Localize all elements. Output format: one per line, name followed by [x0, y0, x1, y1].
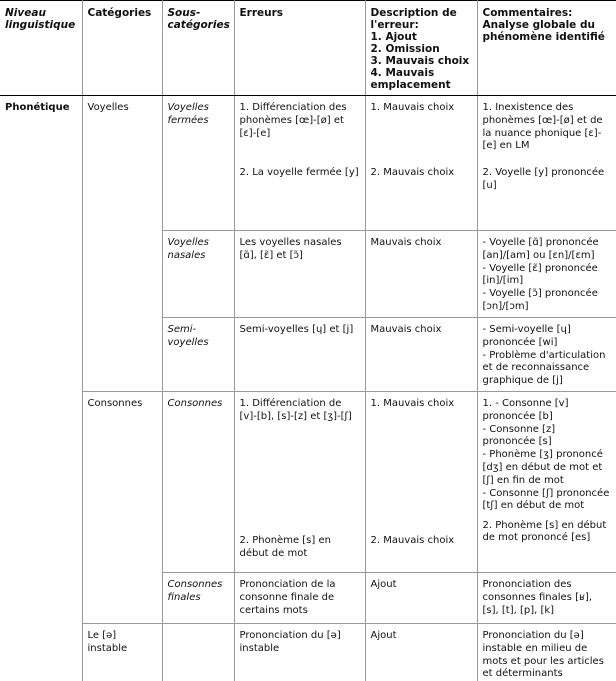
commentaire-text: 1. - Consonne [v] prononcée [b] [483, 398, 612, 424]
erreur-text: 2. La voyelle fermée [y] [240, 167, 360, 180]
commentaire-cell [477, 96, 616, 231]
categorie-cell: Voyelles [82, 96, 162, 392]
table-row [0, 392, 616, 573]
commentaire-text: 2. Phonème [s] en début de mot prononcé [es] [483, 520, 612, 546]
description-cell: Ajout [365, 573, 477, 624]
erreur-cell: Prononciation du [ə] instable [234, 624, 365, 681]
commentaire-text: - Problème d'articulation et de reconnaissance graphique de [j] [483, 350, 612, 388]
erreur-cell [234, 96, 365, 231]
header-erreurs: Erreurs [234, 1, 365, 96]
erreur-text: 1. Différenciation de [v]-[b], [s]-[z] et [ʒ]-[ʃ] [240, 398, 360, 535]
erreur-text: 1. Différenciation des phonèmes [œ]-[ø] et [ɛ]-[e] [240, 102, 360, 167]
sous-categorie-cell: Consonnes [162, 392, 234, 573]
categorie-cell: Le [ə] instable [82, 624, 162, 681]
commentaire-text: 2. Voyelle [y] prononcée [u] [483, 167, 612, 193]
commentaire-text: 1. Inexistence des phonèmes [œ]-[ø] et de la nuance phonique [ɛ]-[e] en LM [483, 102, 612, 167]
description-text: 1. Mauvais choix [371, 398, 472, 535]
description-text: 1. Mauvais choix [371, 102, 472, 167]
header-description-item: 2. Omission [371, 43, 472, 55]
table-row [0, 624, 616, 681]
commentaire-cell [477, 231, 616, 318]
header-commentaires: Commentaires: Analyse globale du phénomène identifié [477, 1, 616, 96]
description-cell: Mauvais choix [365, 318, 477, 392]
commentaire-cell: Prononciation du [ə] instable en milieu de mots et pour les articles et déterminants [477, 624, 616, 681]
erreur-cell [234, 392, 365, 573]
commentaire-text: - Semi-voyelle [ɥ] prononcée [wi] [483, 324, 612, 350]
categorie-cell: Consonnes [82, 392, 162, 624]
sous-categorie-cell [162, 624, 234, 681]
sous-categorie-cell: Semi-voyelles [162, 318, 234, 392]
erreur-cell: Prononciation de la consonne finale de certains mots [234, 573, 365, 624]
header-sous-categories: Sous-catégories [162, 1, 234, 96]
erreur-cell: Les voyelles nasales [ɑ̃], [ɛ̃] et [ɔ̃] [234, 231, 365, 318]
header-description-item: 1. Ajout [371, 31, 472, 43]
description-text: 2. Mauvais choix [371, 167, 472, 180]
description-cell [365, 96, 477, 231]
commentaire-text: - Voyelle [ɛ̃] prononcée [in]/[im] [483, 263, 612, 289]
commentaire-text: - Voyelle [ɔ̃] prononcée [ɔn]/[ɔm] [483, 288, 612, 314]
description-text: 2. Mauvais choix [371, 535, 472, 548]
sous-categorie-cell: Consonnes finales [162, 573, 234, 624]
sous-categorie-cell: Voyelles nasales [162, 231, 234, 318]
header-description-item: 3. Mauvais choix [371, 55, 472, 67]
commentaire-cell: Prononciation des consonnes finales [ʁ], [s], [t], [p], [k] [477, 573, 616, 624]
header-description-item: 4. Mauvais emplacement [371, 67, 472, 91]
header-description-title: Description de l'erreur: [371, 7, 472, 31]
commentaire-cell [477, 392, 616, 573]
header-row [0, 1, 616, 96]
commentaire-cell [477, 318, 616, 392]
description-cell [365, 392, 477, 573]
commentaire-text: - Consonne [z] prononcée [s] [483, 424, 612, 450]
erreur-cell: Semi-voyelles [ɥ] et [j] [234, 318, 365, 392]
commentaire-text: - Phonème [ʒ] prononcé [dʒ] en début de mot et [ʃ] en fin de mot [483, 449, 612, 487]
header-niveau: Niveau linguistique [0, 1, 82, 96]
table-row [0, 96, 616, 231]
header-categories: Catégories [82, 1, 162, 96]
description-cell: Ajout [365, 624, 477, 681]
header-description [365, 1, 477, 96]
sous-categorie-cell: Voyelles fermées [162, 96, 234, 231]
niveau-cell: Phonétique [0, 96, 82, 681]
erreur-text: 2. Phonème [s] en début de mot [240, 535, 360, 561]
commentaire-text: - Consonne [ʃ] prononcée [tʃ] en début de mot [483, 488, 612, 520]
commentaire-text: - Voyelle [ɑ̃] prononcée [an]/[am] ou [ɛn]/[ɛm] [483, 237, 612, 263]
description-cell: Mauvais choix [365, 231, 477, 318]
